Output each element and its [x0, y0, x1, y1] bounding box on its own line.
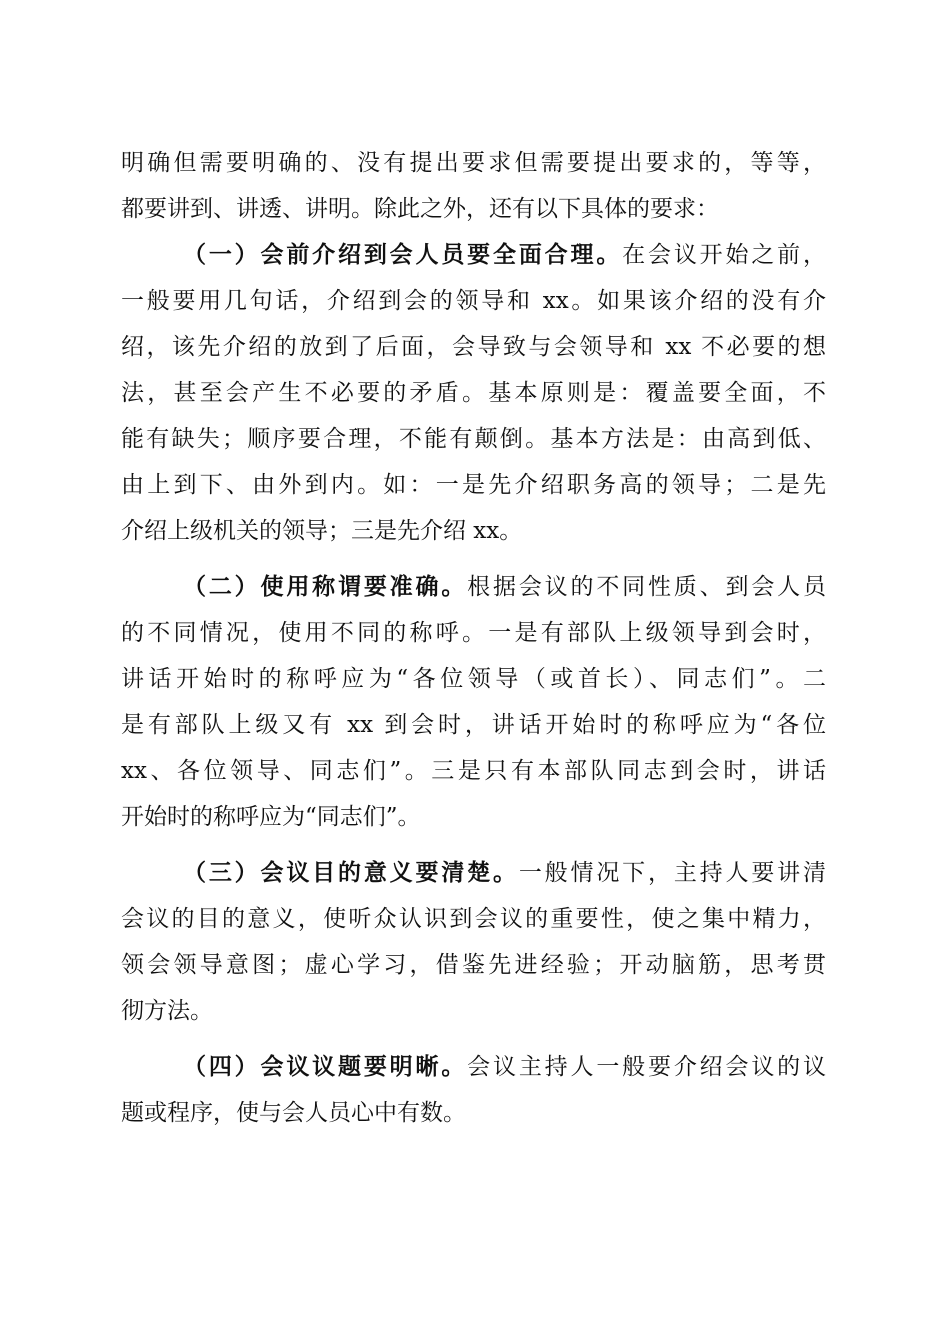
paragraph-line: 法，甚至会产生不必要的矛盾。基本原则是：覆盖要全面，不 — [121, 380, 826, 406]
intro-line: 都要讲到、讲透、讲明。除此之外，还有以下具体的要求： — [121, 196, 719, 222]
paragraph-line: xx、各位领导、同志们”。三是只有本部队同志到会时，讲话 — [121, 758, 826, 784]
section-2-text: 根据会议的不同性质、到会人员 — [467, 574, 826, 600]
paragraph-line: 的不同情况，使用不同的称呼。一是有部队上级领导到会时， — [121, 620, 826, 646]
paragraph-line: 讲话开始时的称呼应为“各位领导（或首长）、同志们”。二 — [121, 666, 826, 692]
paragraph-line: 会议的目的意义，使听众认识到会议的重要性，使之集中精力， — [121, 906, 826, 932]
section-2-heading: （二）使用称谓要准确。 — [183, 574, 468, 600]
paragraph-line: 一般要用几句话，介绍到会的领导和 xx。如果该介绍的没有介 — [121, 288, 826, 314]
paragraph-line: 开始时的称呼应为“同志们”。 — [121, 804, 421, 830]
paragraph-line: 题或程序，使与会人员心中有数。 — [121, 1100, 466, 1126]
section-1-heading: （一）会前介绍到会人员要全面合理。 — [183, 242, 623, 268]
paragraph-line: 能有缺失；顺序要合理，不能有颠倒。基本方法是：由高到低、 — [121, 426, 826, 452]
body-text — [121, 140, 826, 1136]
paragraph-line: 是有部队上级又有 xx 到会时，讲话开始时的称呼应为“各位 — [121, 712, 826, 738]
section-1-text: 在会议开始之前， — [622, 242, 826, 268]
paragraph-line: 由上到下、由外到内。如：一是先介绍职务高的领导；二是先 — [121, 472, 826, 498]
paragraph-line: 介绍上级机关的领导；三是先介绍 xx。 — [121, 518, 523, 544]
section-3-heading: （三）会议目的意义要清楚。 — [183, 860, 519, 886]
section-3-text: 一般情况下，主持人要讲清 — [518, 860, 826, 886]
section-4-first-line — [121, 1044, 826, 1090]
section-1-first-line — [121, 232, 826, 278]
paragraph-line: 领会领导意图；虚心学习，借鉴先进经验；开动脑筋，思考贯 — [121, 952, 826, 978]
paragraph-line: 绍，该先介绍的放到了后面，会导致与会领导和 xx 不必要的想 — [121, 334, 826, 360]
section-4-text: 会议主持人一般要介绍会议的议 — [467, 1054, 826, 1080]
section-2-first-line — [121, 564, 826, 610]
paragraph-line: 彻方法。 — [121, 998, 213, 1024]
intro-line: 明确但需要明确的、没有提出要求但需要提出要求的，等等， — [121, 150, 826, 176]
section-4-heading: （四）会议议题要明晰。 — [183, 1054, 468, 1080]
section-3-first-line — [121, 850, 826, 896]
